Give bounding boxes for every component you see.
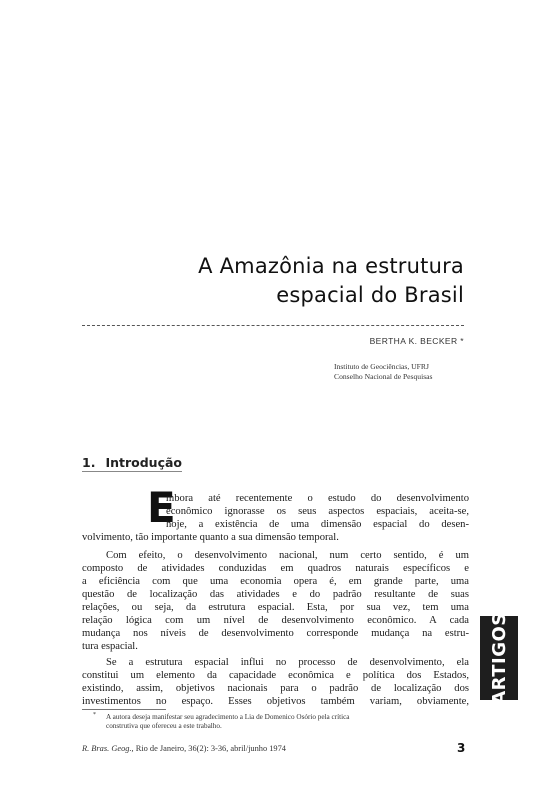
footnote-divider	[82, 709, 166, 710]
section-heading	[82, 455, 182, 470]
author-affiliation	[334, 362, 474, 382]
paragraph-line: mudança nos níveis de desenvolvimento corresponde mudança na estru-	[82, 628, 469, 639]
paragraph-line: econômico ignorasse os seus aspectos espaciais, aceita-se,	[166, 506, 469, 517]
article-title-line-2: espacial do Brasil	[276, 283, 464, 307]
paragraph-line: tura espacial.	[82, 641, 138, 652]
journal-reference	[82, 744, 286, 753]
section-side-tab	[480, 611, 518, 705]
paragraph-line: composto de atividades conduzidas em quadros naturais específicos e	[82, 563, 469, 574]
footnote-marker: *	[93, 712, 96, 718]
page-number: 3	[457, 741, 466, 755]
journal-abbreviation: R. Bras. Geog.,	[82, 744, 134, 753]
footnote-line-1: A autora deseja manifestar seu agradecimento a Lia de Domenico Osório pela crítica	[106, 713, 350, 721]
article-title-line-1: A Amazônia na estrutura	[198, 254, 464, 278]
paragraph-line: a eficiência com que uma economia opera é, em grande parte, uma	[82, 576, 469, 587]
paragraph-line: Se a estrutura espacial influi no processo de desenvolvimento, ela	[106, 657, 469, 668]
paragraph-line: existindo, assim, objetivos nacionais para o padrão de localização dos	[82, 683, 469, 694]
paragraph-line: mbora até recentemente o estudo do desenvolvimento	[166, 493, 469, 504]
article-title	[150, 252, 464, 310]
drop-cap: E	[147, 483, 176, 532]
paragraph-line: Com efeito, o desenvolvimento nacional, num certo sentido, é um	[106, 550, 469, 561]
section-number: 1.	[82, 455, 96, 470]
affiliation-line-1: Instituto de Geociências, UFRJ	[334, 362, 429, 371]
paragraph-line: relações, ou seja, da estrutura espacial. Esta, por sua vez, tem uma	[82, 602, 469, 613]
side-tab-label: ARTIGOS	[488, 611, 510, 705]
footnote-line-2: construtiva que ofereceu a este trabalho.	[106, 722, 222, 730]
section-title: Introdução	[105, 455, 183, 470]
paragraph-line: constitui um elemento da capacidade econômica e política dos Estados,	[82, 670, 469, 681]
author-name: BERTHA K. BECKER *	[369, 336, 464, 346]
journal-citation: Rio de Janeiro, 36(2): 3-36, abril/junho 1974	[135, 744, 286, 753]
paragraph-line: hoje, a existência de uma dimensão espacial do desen-	[166, 519, 469, 530]
section-underline	[82, 471, 182, 472]
paragraph-line: relação lógica com um nível de desenvolvimento econômico. A cada	[82, 615, 469, 626]
paragraph-line: questão de localização das atividades e do padrão resultante de suas	[82, 589, 469, 600]
paragraph-line: volvimento, tão importante quanto a sua dimensão temporal.	[82, 532, 339, 543]
title-divider	[82, 325, 464, 326]
affiliation-line-2: Conselho Nacional de Pesquisas	[334, 372, 433, 381]
paragraph-line: investimentos no espaço. Esses objetivos também variam, obviamente,	[82, 696, 469, 707]
